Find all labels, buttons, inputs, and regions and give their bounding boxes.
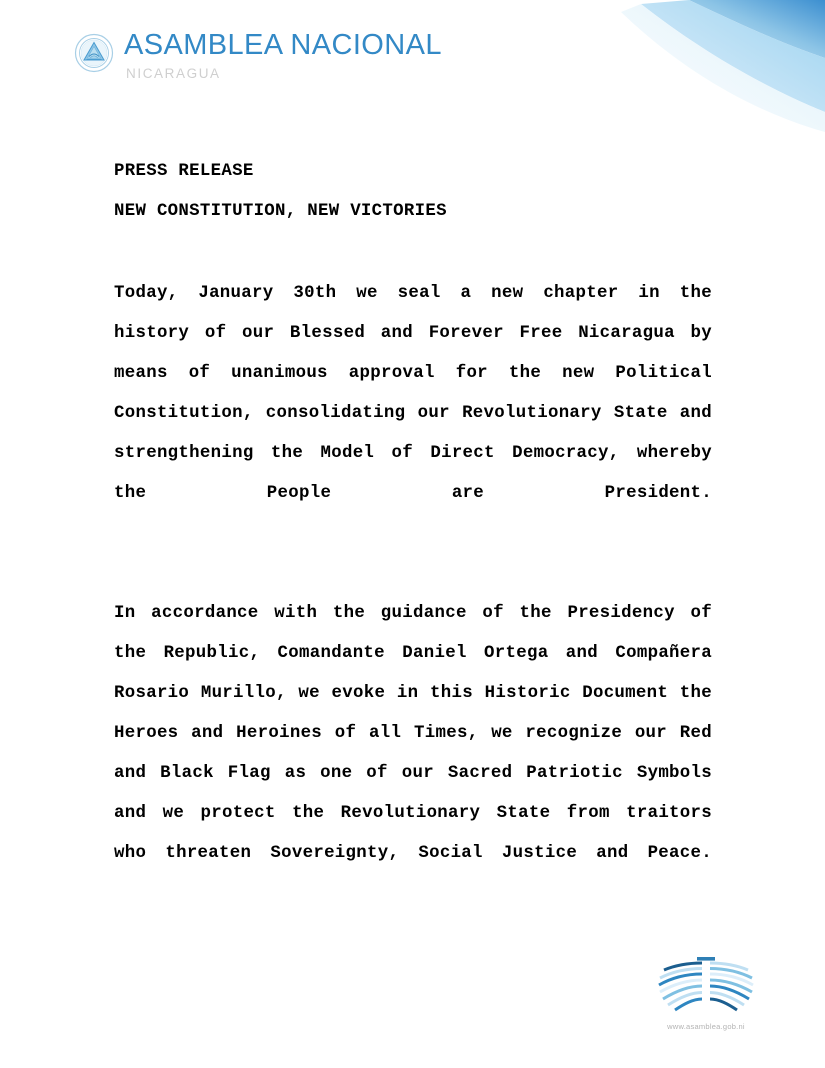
national-seal-icon [74, 33, 114, 73]
footer-url: www.asamblea.gob.ni [667, 1022, 745, 1031]
document-heading-primary: PRESS RELEASE [114, 162, 254, 181]
document-heading-block [114, 152, 712, 232]
document-paragraph-2: In accordance with the guidance of the Presidency of the Republic, Comandante Daniel Ortega and Compañera Rosario Murillo, we evoke in this Historic Document the Heroes and Heroines of all Times, we recognize our Red and Black Flag as one of our Sacred Patriotic Symbols and we protect the Revolutionary State from traitors who threaten Sovereignty, Social Justice and Peace. [114, 604, 712, 863]
footer-mark [648, 954, 764, 1031]
swoosh-band-lower [621, 4, 825, 132]
organization-name: ASAMBLEA NACIONAL [124, 29, 442, 61]
letterhead-text [124, 31, 442, 81]
assembly-globe-icon [654, 954, 758, 1016]
document-heading-secondary: NEW CONSTITUTION, NEW VICTORIES [114, 202, 447, 221]
corner-swoosh-decoration [585, 0, 825, 150]
organization-country: NICARAGUA [126, 66, 221, 81]
swoosh-band-middle [641, 0, 825, 112]
letterhead [74, 31, 442, 81]
document-paragraph-1: Today, January 30th we seal a new chapter in the history of our Blessed and Forever Free Nicaragua by means of unanimous approval for the new Political Constitution, consolidating our Revolutionary State and strengthening the Model of Direct Democracy, whereby the People are President. [114, 284, 712, 503]
press-release-body [114, 152, 712, 914]
swoosh-band-upper [689, 0, 825, 58]
